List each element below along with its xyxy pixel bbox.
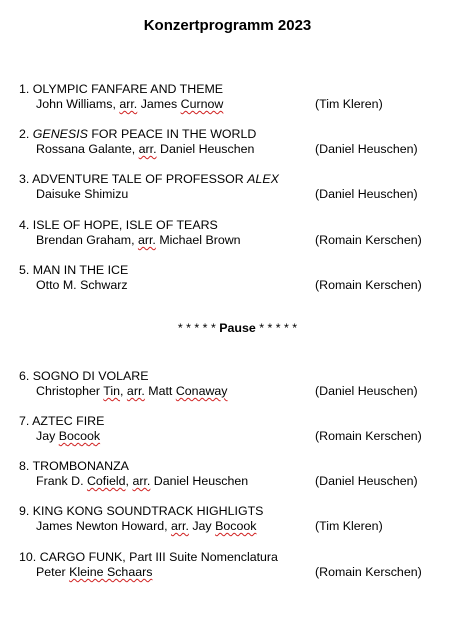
item-number: 5. bbox=[19, 263, 30, 277]
item-title: TROMBONANZA bbox=[32, 459, 129, 473]
item-number: 7. bbox=[19, 414, 30, 428]
arr-label: arr. bbox=[132, 474, 151, 488]
item-number: 10. bbox=[19, 550, 37, 564]
item-title: ISLE OF HOPE, ISLE OF TEARS bbox=[32, 218, 218, 232]
page-title: Konzertprogramm 2023 bbox=[143, 17, 312, 34]
item-number: 6. bbox=[19, 369, 30, 383]
item-conductor: (Daniel Heuschen) bbox=[315, 187, 418, 201]
item-conductor: (Romain Kerschen) bbox=[315, 565, 422, 579]
item-number: 2. bbox=[19, 127, 30, 141]
item-composer: Frank D. Cofield, arr. Daniel Heuschen bbox=[36, 474, 249, 488]
item-composer: Rossana Galante, arr. Daniel Heuschen bbox=[36, 142, 255, 156]
stars-right: * * * * * bbox=[259, 321, 298, 335]
item-composer: Jay Bocook bbox=[36, 429, 101, 443]
arr-label: arr. bbox=[119, 97, 138, 111]
program-item-2 bbox=[19, 127, 439, 157]
item-conductor: (Tim Kleren) bbox=[315, 97, 383, 111]
item-number: 4. bbox=[19, 218, 30, 232]
item-composer: Daisuke Shimizu bbox=[36, 187, 129, 201]
item-title-italic: GENESIS bbox=[32, 127, 88, 141]
item-number: 3. bbox=[19, 172, 30, 186]
item-title: AZTEC FIRE bbox=[32, 414, 105, 428]
item-arranger: Jay Bocook bbox=[192, 519, 257, 533]
item-title: FOR PEACE IN THE WORLD bbox=[91, 127, 257, 141]
item-composer: Otto M. Schwarz bbox=[36, 278, 128, 292]
program-item-6 bbox=[19, 369, 439, 399]
item-arranger: Daniel Heuschen bbox=[160, 142, 255, 156]
item-conductor: (Daniel Heuschen) bbox=[315, 384, 418, 398]
intermission-divider bbox=[0, 321, 455, 336]
arr-label: arr. bbox=[126, 384, 145, 398]
item-conductor: (Tim Kleren) bbox=[315, 519, 383, 533]
pause-label: Pause bbox=[219, 321, 256, 335]
item-composer: Peter Kleine Schaars bbox=[36, 565, 153, 579]
arr-label: arr. bbox=[137, 233, 156, 247]
item-title-italic: ALEX bbox=[247, 172, 279, 186]
item-number: 9. bbox=[19, 504, 30, 518]
program-item-8 bbox=[19, 459, 439, 489]
arr-label: arr. bbox=[170, 519, 189, 533]
item-title: MAN IN THE ICE bbox=[32, 263, 129, 277]
item-conductor: (Daniel Heuschen) bbox=[315, 474, 418, 488]
program-item-4 bbox=[19, 218, 439, 248]
program-item-5 bbox=[19, 263, 439, 293]
item-arranger: James Curnow bbox=[140, 97, 224, 111]
item-title: SOGNO DI VOLARE bbox=[32, 369, 149, 383]
program-item-7 bbox=[19, 414, 439, 444]
item-composer: John Williams, arr. James Curnow bbox=[36, 97, 224, 111]
item-composer: James Newton Howard, arr. Jay Bocook bbox=[36, 519, 257, 533]
item-arranger: Michael Brown bbox=[159, 233, 241, 247]
item-arranger: Daniel Heuschen bbox=[153, 474, 249, 488]
item-composer: Brendan Graham, arr. Michael Brown bbox=[36, 233, 241, 247]
program-item-1 bbox=[19, 82, 439, 112]
stars-left: * * * * * bbox=[177, 321, 216, 335]
program-item-10 bbox=[19, 550, 439, 580]
item-number: 8. bbox=[19, 459, 30, 473]
item-title: ADVENTURE TALE OF PROFESSOR bbox=[32, 172, 244, 186]
item-conductor: (Romain Kerschen) bbox=[315, 233, 422, 247]
arr-label: arr. bbox=[138, 142, 157, 156]
item-conductor: (Romain Kerschen) bbox=[315, 278, 422, 292]
item-title: OLYMPIC FANFARE AND THEME bbox=[32, 82, 224, 96]
program-item-3 bbox=[19, 172, 439, 202]
item-composer: Christopher Tin, arr. Matt Conaway bbox=[36, 384, 228, 398]
item-conductor: (Daniel Heuschen) bbox=[315, 142, 418, 156]
item-conductor: (Romain Kerschen) bbox=[315, 429, 422, 443]
item-arranger: Matt Conaway bbox=[148, 384, 228, 398]
item-title: KING KONG SOUNDTRACK HIGHLIGTS bbox=[32, 504, 264, 518]
item-title: CARGO FUNK, Part III Suite Nomenclatura bbox=[39, 550, 278, 564]
program-item-9 bbox=[19, 504, 439, 534]
item-number: 1. bbox=[19, 82, 30, 96]
